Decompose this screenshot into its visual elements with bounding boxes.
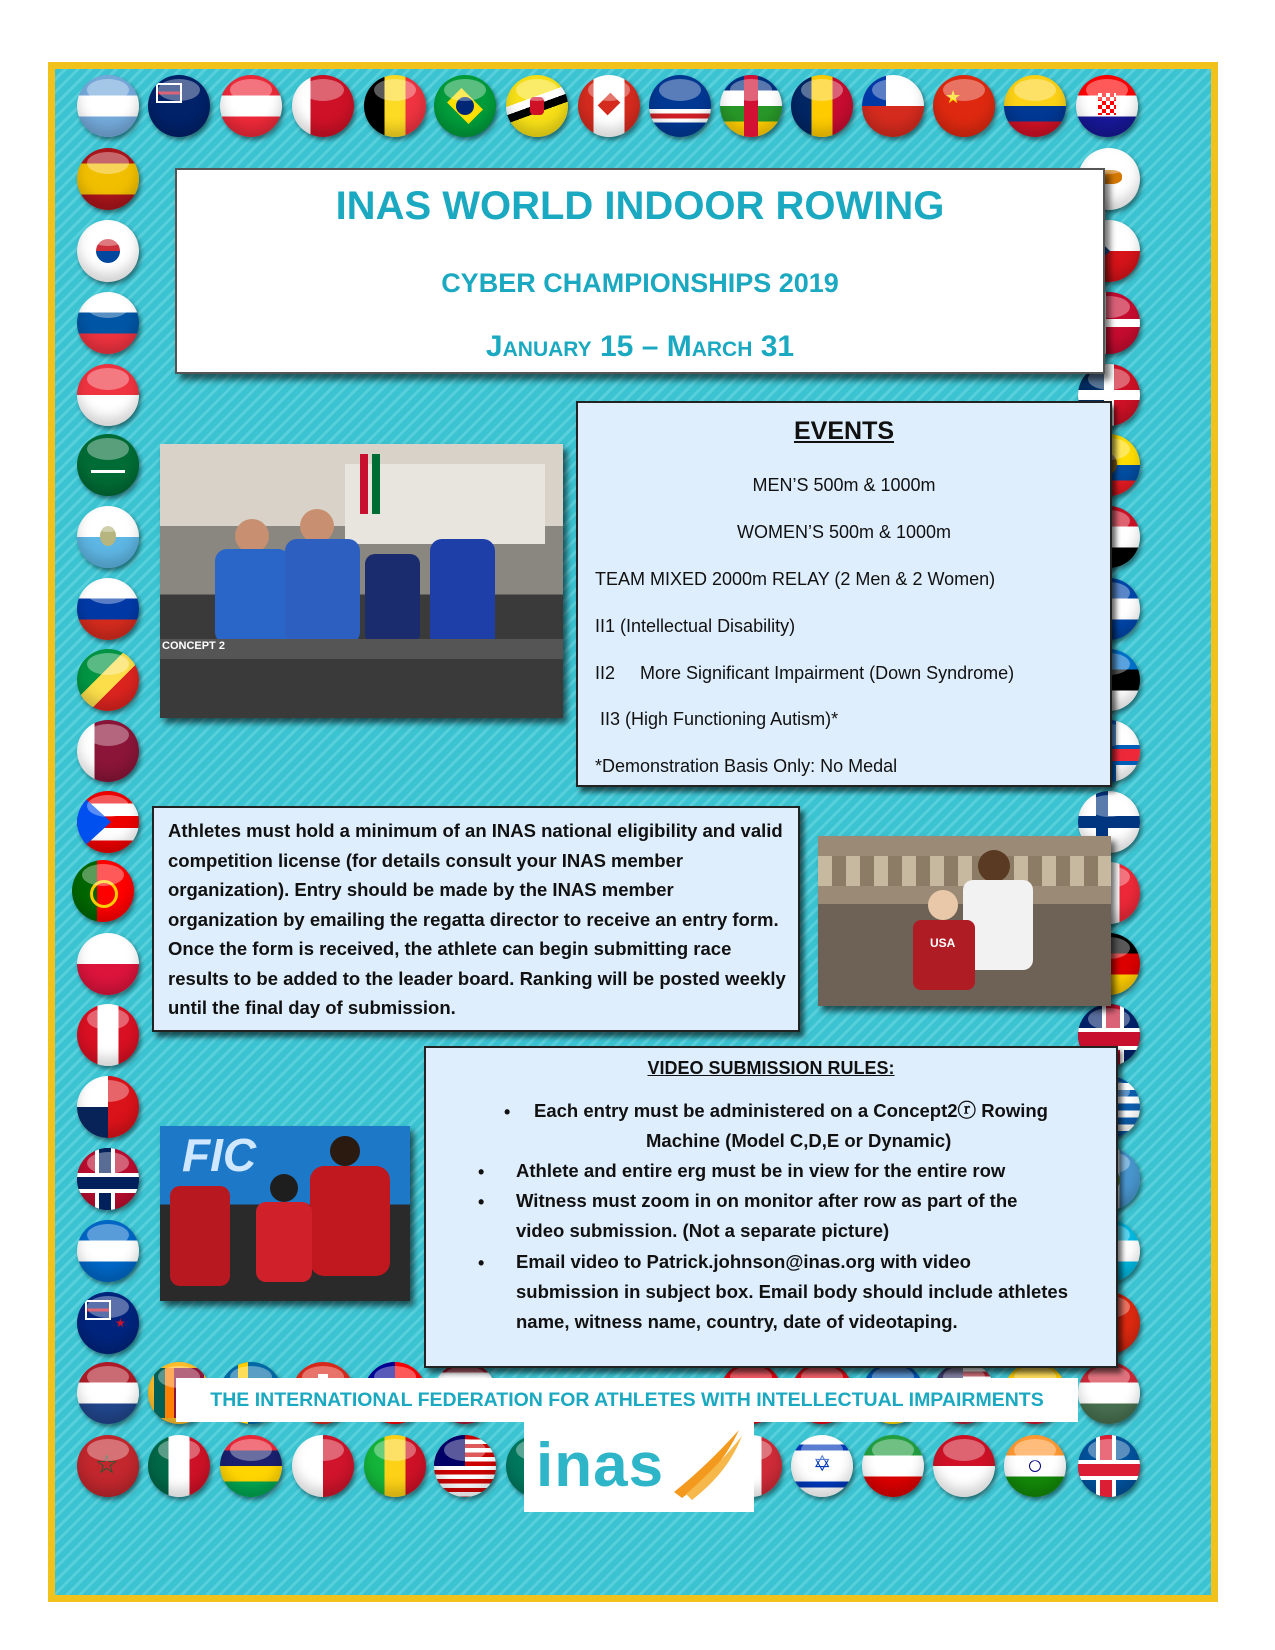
events-heading: EVENTS [793,417,895,445]
event-team-relay: TEAM MIXED 2000m RELAY (2 Men & 2 Women) [595,569,996,589]
photo-female-rower [160,1126,410,1301]
flag-new-zealand: ★ [77,1292,139,1354]
page-title: INAS WORLD INDOOR ROWING [335,184,945,228]
flag-chile [862,75,924,137]
flag-brazil [434,75,496,137]
class-ii1: II1 (Intellectual Disability) [595,616,796,636]
flag-colombia [1004,75,1066,137]
flag-australia [148,75,210,137]
flag-malaysia [434,1435,496,1497]
flag-iceland [1078,1435,1140,1497]
flag-nicaragua [77,1220,139,1282]
rule-1-line-2: Machine (Model C,D,E or Dynamic) [646,1130,952,1151]
eligibility-text: Athletes must hold a minimum of an INAS national eligibility and valid competition license (for details consult your INAS member organization). Entry should be made by the INAS member organization by emailing the regatta director to receive an entry form. Once the form is received, the athlete can begin submitting race results to be added to the leader board. Ranking will be posted weekly until the final day of submission. [168,820,786,1018]
usa-shirt-text: USA [930,936,956,950]
video-rules-panel [424,1046,1118,1368]
events-panel [576,401,1112,787]
rule-1-line-1: Each entry must be administered on a Concept2ⓡ Rowing [534,1100,1048,1121]
flag-netherlands [77,1362,139,1424]
flag-central-african-republic [720,75,782,137]
flag-belgium [364,75,426,137]
title-banner [175,168,1105,374]
flag-morocco: ☆ [77,1435,139,1497]
flag-austria [220,75,282,137]
inas-logo-text: inas [536,1431,665,1500]
flag-mexico [148,1435,210,1497]
flag-malta [292,1435,354,1497]
flag-spain [77,148,139,210]
flag-argentina [77,75,139,137]
event-mens: MEN’S 500m & 1000m [752,475,936,495]
flag-iran [862,1435,924,1497]
flag-saudi-arabia [77,434,139,496]
rule-3-bullet: • [478,1192,485,1212]
flag-san-marino [77,506,139,568]
rule-3-line-2: video submission. (Not a separate picture) [516,1220,890,1241]
flag-cape-verde [649,75,711,137]
photo-athlete-with-coach [818,836,1111,1006]
flag-brunei [506,75,568,137]
class-ii2: II2 More Significant Impairment (Down Syndrome) [595,663,1015,683]
event-womens: WOMEN’S 500m & 1000m [736,522,952,542]
rule-4-line-1: Email video to Patrick.johnson@inas.org with video [516,1251,971,1272]
flag-qatar [77,720,139,782]
rule-2-bullet: • [478,1162,485,1182]
flag-israel: ✡ [791,1435,853,1497]
flag-hungary [1078,1362,1140,1424]
federation-name: THE INTERNATIONAL FEDERATION FOR ATHLETES WITH INTELLECTUAL IMPAIRMENTS [176,1378,1078,1422]
flag-canada [578,75,640,137]
rule-4-bullet: • [478,1253,485,1273]
flag-mali [364,1435,426,1497]
flag-poland [77,933,139,995]
flag-mauritius [220,1435,282,1497]
flag-panama [77,1076,139,1138]
flag-slovenia [77,292,139,354]
flag-croatia [1076,75,1138,137]
flag-south-korea [77,220,139,282]
flag-congo [77,649,139,711]
class-ii3: II3 (High Functioning Autism)* [595,709,839,729]
rule-1-bullet: • [504,1102,511,1122]
flag-china: ★ [933,75,995,137]
flag-singapore [77,364,139,426]
inas-logo [524,1422,754,1512]
flag-puerto-rico [77,791,139,853]
rule-2-line-1: Athlete and entire erg must be in view for the entire row [516,1160,1006,1181]
rule-4-line-3: name, witness name, country, date of videotaping. [516,1311,958,1332]
demonstration-note: *Demonstration Basis Only: No Medal [595,756,898,776]
eligibility-panel [152,806,800,1032]
flag-peru [77,1004,139,1066]
flag-portugal [72,860,134,922]
flag-india [1004,1435,1066,1497]
flag-indonesia [933,1435,995,1497]
photo-rowers-competition [160,444,563,718]
page-subtitle: CYBER CHAMPIONSHIPS 2019 [441,268,839,298]
rule-3-line-1: Witness must zoom in on monitor after row as part of the [516,1190,1018,1211]
rule-4-line-2: submission in subject box. Email body should include athletes [516,1281,1069,1302]
championship-dates: January 15 – March 31 [485,330,795,363]
flag-chad [791,75,853,137]
flag-norway [77,1148,139,1210]
flag-russia [77,578,139,640]
fic-banner-text: FIC [182,1129,257,1181]
flag-bahrain [292,75,354,137]
rowing-machine-sign: CONCEPT 2 [162,640,225,652]
video-rules-heading: VIDEO SUBMISSION RULES: [647,1058,895,1078]
